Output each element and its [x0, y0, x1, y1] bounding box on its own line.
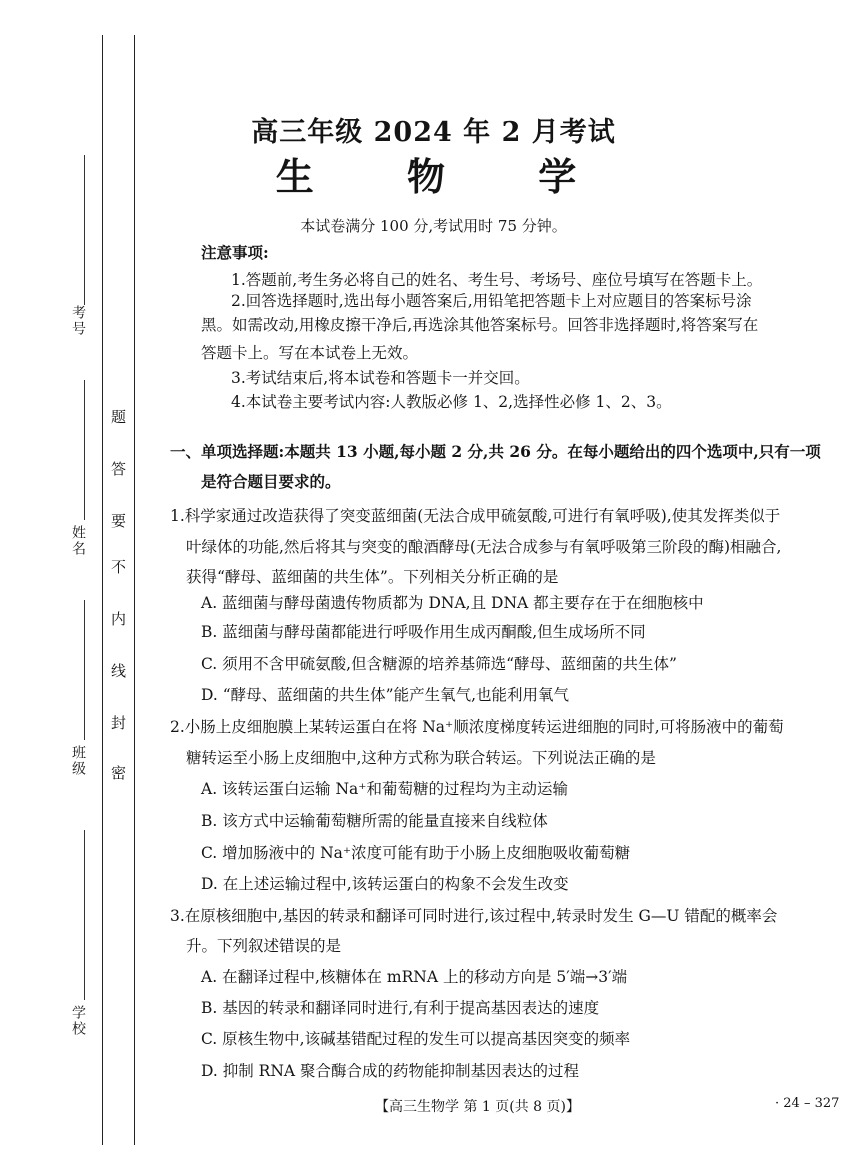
exam-info: 本试卷满分 100 分,考试用时 75 分钟。 — [300, 217, 567, 235]
section-heading-cont: 是符合题目要求的。 — [201, 472, 341, 491]
field-line-class — [84, 600, 85, 740]
q3-option-a: A. 在翻译过程中,核糖体在 mRNA 上的移动方向是 5′端→3′端 — [201, 968, 628, 986]
q3-stem-1: 3.在原核细胞中,基因的转录和翻译可同时进行,该过程中,转录时发生 G—U 错配的概率会 — [170, 907, 778, 925]
q1-stem-3: 获得“酵母、蓝细菌的共生体”。下列相关分析正确的是 — [186, 568, 559, 586]
q3-option-d: D. 抑制 RNA 聚合酶合成的药物能抑制基因表达的过程 — [201, 1062, 580, 1080]
seal-char-mi: 密 — [111, 764, 127, 782]
q2-option-a: A. 该转运蛋白运输 Na⁺和葡萄糖的过程均为主动运输 — [201, 780, 568, 798]
q2-option-c: C. 增加肠液中的 Na⁺浓度可能有助于小肠上皮细胞吸收葡萄糖 — [201, 844, 631, 862]
seal-char-bu: 不 — [111, 558, 127, 576]
field-label-school: 学校 — [70, 1005, 86, 1037]
field-line-school — [84, 830, 85, 1000]
seal-char-yao: 要 — [111, 512, 127, 530]
page-footer: 【高三生物学 第 1 页(共 8 页)】 — [375, 1099, 580, 1115]
notice-heading: 注意事项: — [201, 243, 269, 262]
subject-title: 生 物 学 — [275, 154, 617, 199]
notice-line-6: 4.本试卷主要考试内容:人教版必修 1、2,选择性必修 1、2、3。 — [231, 393, 672, 411]
seal-char-da: 答 — [111, 460, 127, 478]
q3-option-b: B. 基因的转录和翻译同时进行,有利于提高基因表达的速度 — [201, 999, 600, 1017]
field-line-name — [84, 380, 85, 520]
q1-stem-2: 叶绿体的功能,然后将其与突变的酿酒酵母(无法合成参与有氧呼吸第三阶段的酶)相融合, — [186, 538, 782, 556]
field-label-exam-number: 考号 — [70, 305, 86, 337]
seal-char-xian: 线 — [111, 662, 127, 680]
notice-line-4: 答题卡上。写在本试卷上无效。 — [201, 344, 419, 362]
q2-option-d: D. 在上述运输过程中,该转运蛋白的构象不会发生改变 — [201, 875, 569, 893]
field-label-name: 姓名 — [70, 525, 86, 557]
notice-line-3: 黑。如需改动,用橡皮擦干净后,再选涂其他答案标号。回答非选择题时,将答案写在 — [201, 316, 759, 334]
seal-char-ti: 题 — [111, 408, 127, 426]
section-heading: 一、单项选择题:本题共 13 小题,每小题 2 分,共 26 分。在每小题给出的四个选项中,只有一项 — [170, 442, 821, 461]
seal-char-nei: 内 — [111, 610, 127, 628]
notice-line-1: 1.答题前,考生务必将自己的姓名、考生号、考场号、座位号填写在答题卡上。 — [231, 271, 763, 289]
paper-code: · 24 – 327 — [775, 1096, 840, 1111]
q1-stem-1: 1.科学家通过改造获得了突变蓝细菌(无法合成甲硫氨酸,可进行有氧呼吸),使其发挥类似于 — [170, 507, 781, 525]
q3-stem-2: 升。下列叙述错误的是 — [186, 937, 342, 955]
notice-line-2: 2.回答选择题时,选出每小题答案后,用铅笔把答题卡上对应题目的答案标号涂 — [231, 292, 752, 310]
seal-char-feng: 封 — [111, 714, 127, 732]
binding-line-outer — [102, 35, 103, 1145]
q1-option-d: D. “酵母、蓝细菌的共生体”能产生氧气,也能利用氧气 — [201, 686, 570, 704]
field-label-class: 班级 — [70, 745, 86, 777]
notice-line-5: 3.考试结束后,将本试卷和答题卡一并交回。 — [231, 369, 530, 387]
q2-stem-2: 糖转运至小肠上皮细胞中,这种方式称为联合转运。下列说法正确的是 — [186, 749, 656, 767]
q2-stem-1: 2.小肠上皮细胞膜上某转运蛋白在将 Na⁺顺浓度梯度转运进细胞的同时,可将肠液中的葡萄 — [170, 718, 784, 736]
q1-option-b: B. 蓝细菌与酵母菌都能进行呼吸作用生成丙酮酸,但生成场所不同 — [201, 623, 646, 641]
q1-option-a: A. 蓝细菌与酵母菌遗传物质都为 DNA,且 DNA 都主要存在于在细胞核中 — [201, 594, 704, 612]
exam-title: 高三年级 2024 年 2 月考试 — [251, 117, 616, 148]
q2-option-b: B. 该方式中运输葡萄糖所需的能量直接来自线粒体 — [201, 812, 548, 830]
binding-line-inner — [134, 35, 135, 1145]
q1-option-c: C. 须用不含甲硫氨酸,但含糖源的培养基筛选“酵母、蓝细菌的共生体” — [201, 655, 677, 673]
q3-option-c: C. 原核生物中,该碱基错配过程的发生可以提高基因突变的频率 — [201, 1030, 631, 1048]
